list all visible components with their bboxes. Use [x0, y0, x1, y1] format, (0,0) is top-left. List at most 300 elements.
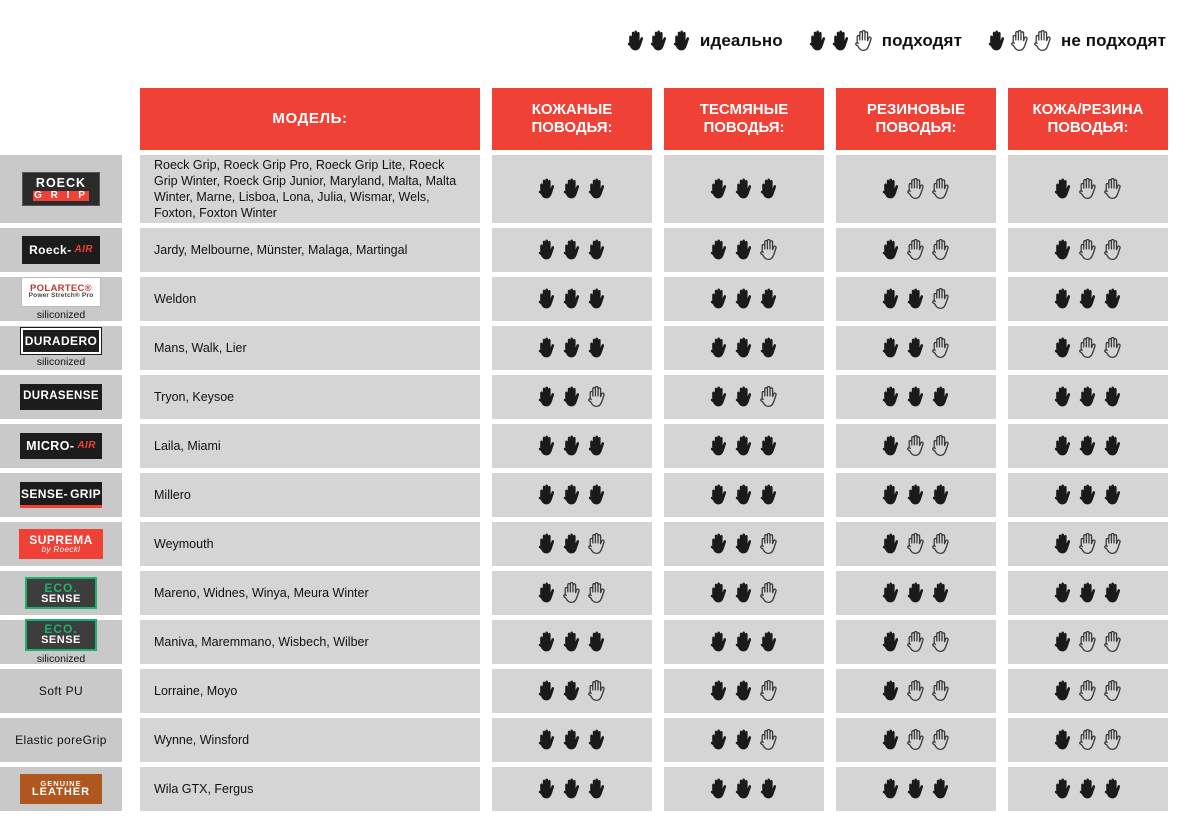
hand-filled-icon — [1079, 582, 1098, 604]
hand-filled-icon — [538, 533, 557, 555]
hand-filled-icon — [760, 435, 779, 457]
hand-outline-icon — [932, 631, 951, 653]
hand-filled-icon — [563, 533, 582, 555]
hand-outline-icon — [760, 239, 779, 261]
hand-outline-icon — [588, 582, 607, 604]
legend-item-ideal — [627, 30, 783, 52]
brand-cell — [0, 718, 122, 762]
hand-filled-icon — [1079, 288, 1098, 310]
hand-filled-icon — [563, 484, 582, 506]
hand-filled-icon — [760, 631, 779, 653]
hand-filled-icon — [1079, 484, 1098, 506]
hand-outline-icon — [1079, 680, 1098, 702]
hand-filled-icon — [1104, 582, 1123, 604]
rating-cell-rubber — [836, 767, 996, 811]
hand-outline-icon — [1079, 337, 1098, 359]
rating-cell-leather-rubber — [1008, 326, 1168, 370]
hand-filled-icon — [932, 386, 951, 408]
hand-filled-icon — [1054, 533, 1073, 555]
rating-cell-rubber — [836, 522, 996, 566]
hand-filled-icon — [882, 288, 901, 310]
rating-cell-webbing — [664, 375, 824, 419]
model-cell: Wila GTX, Fergus — [140, 767, 480, 811]
hand-filled-icon — [882, 631, 901, 653]
brand-cell-inner — [0, 384, 122, 410]
hand-outline-icon — [855, 30, 874, 52]
brand-logo-genuine-leather — [20, 774, 102, 804]
hand-filled-icon — [627, 30, 646, 52]
hand-filled-icon — [832, 30, 851, 52]
hand-filled-icon — [882, 178, 901, 200]
hand-filled-icon — [538, 337, 557, 359]
brand-cell-inner — [0, 529, 122, 559]
hand-outline-icon — [1104, 533, 1123, 555]
rating-cell-webbing — [664, 767, 824, 811]
hand-filled-icon — [760, 178, 779, 200]
legend-label-suitable: подходят — [881, 31, 962, 50]
header-brand-spacer — [0, 88, 122, 150]
hand-filled-icon — [932, 778, 951, 800]
rating-cell-rubber — [836, 473, 996, 517]
hand-outline-icon — [563, 582, 582, 604]
rating-cell-rubber — [836, 228, 996, 272]
hand-outline-icon — [932, 680, 951, 702]
rating-cell-leather — [492, 473, 652, 517]
hand-filled-icon — [710, 582, 729, 604]
hand-filled-icon — [563, 386, 582, 408]
model-cell: Mareno, Widnes, Winya, Meura Winter — [140, 571, 480, 615]
hand-filled-icon — [882, 778, 901, 800]
hand-filled-icon — [710, 178, 729, 200]
model-cell: Laila, Miami — [140, 424, 480, 468]
table-row — [0, 473, 1200, 517]
hand-outline-icon — [1104, 337, 1123, 359]
legend-label-ideal: идеально — [699, 31, 783, 50]
brand-logo-line1: DURASENSE — [23, 390, 99, 403]
hand-filled-icon — [710, 778, 729, 800]
hand-outline-icon — [1104, 680, 1123, 702]
hand-filled-icon — [760, 778, 779, 800]
rating-cell-rubber — [836, 155, 996, 223]
hand-filled-icon — [932, 484, 951, 506]
rating-cell-rubber — [836, 571, 996, 615]
brand-logo-plain — [35, 684, 87, 699]
hand-filled-icon — [588, 288, 607, 310]
hand-filled-icon — [735, 631, 754, 653]
rating-cell-webbing — [664, 155, 824, 223]
brand-logo-line1: POLARTEC® — [30, 282, 92, 294]
table-row — [0, 620, 1200, 664]
hand-filled-icon — [538, 582, 557, 604]
rating-cell-leather-rubber — [1008, 424, 1168, 468]
hand-filled-icon — [1104, 484, 1123, 506]
hand-filled-icon — [1104, 778, 1123, 800]
hand-outline-icon — [1104, 729, 1123, 751]
brand-cell-inner — [0, 433, 122, 459]
brand-logo-line1: Elastic pore — [15, 732, 83, 747]
hand-outline-icon — [907, 729, 926, 751]
rating-cell-webbing — [664, 571, 824, 615]
brand-cell-inner — [0, 619, 122, 666]
hand-outline-icon — [1079, 178, 1098, 200]
brand-cell — [0, 473, 122, 517]
hand-outline-icon — [907, 533, 926, 555]
hand-outline-icon — [588, 533, 607, 555]
legend-item-not-suitable — [988, 30, 1166, 52]
rating-cell-rubber — [836, 620, 996, 664]
rating-cell-webbing — [664, 228, 824, 272]
table-row — [0, 669, 1200, 713]
rating-cell-webbing — [664, 522, 824, 566]
hand-outline-icon — [1011, 30, 1030, 52]
hand-filled-icon — [760, 288, 779, 310]
brand-logo-micro-air — [20, 433, 102, 459]
hand-filled-icon — [563, 729, 582, 751]
hand-filled-icon — [563, 778, 582, 800]
hand-filled-icon — [710, 288, 729, 310]
model-cell: Lorraine, Moyo — [140, 669, 480, 713]
brand-logo-line1: MICRO- — [26, 438, 75, 453]
hand-filled-icon — [563, 680, 582, 702]
hand-filled-icon — [1054, 484, 1073, 506]
hand-filled-icon — [735, 435, 754, 457]
hand-filled-icon — [735, 533, 754, 555]
brand-cell-inner — [0, 482, 122, 508]
hand-outline-icon — [760, 386, 779, 408]
hand-filled-icon — [710, 337, 729, 359]
brand-cell — [0, 620, 122, 664]
hand-filled-icon — [735, 484, 754, 506]
legend-item-suitable — [809, 30, 962, 52]
rating-cell-leather-rubber — [1008, 473, 1168, 517]
brand-caption: siliconized — [36, 652, 86, 665]
brand-logo-line1: ROECK — [35, 176, 87, 191]
hand-filled-icon — [735, 288, 754, 310]
rating-cell-webbing — [664, 620, 824, 664]
rating-cell-leather-rubber — [1008, 571, 1168, 615]
hand-filled-icon — [710, 484, 729, 506]
hand-filled-icon — [563, 337, 582, 359]
hand-filled-icon — [1079, 778, 1098, 800]
table-row — [0, 326, 1200, 370]
hand-filled-icon — [735, 680, 754, 702]
rating-cell-leather-rubber — [1008, 228, 1168, 272]
brand-logo-line2: AIR — [74, 244, 93, 255]
hand-filled-icon — [907, 778, 926, 800]
brand-logo-sense-grip — [20, 482, 102, 508]
hand-filled-icon — [1054, 337, 1073, 359]
brand-logo-line2: Grip — [82, 732, 107, 747]
hand-outline-icon — [760, 680, 779, 702]
compatibility-table — [0, 88, 1200, 816]
hand-filled-icon — [1054, 582, 1073, 604]
brand-cell — [0, 571, 122, 615]
rating-cell-leather-rubber — [1008, 718, 1168, 762]
hand-filled-icon — [735, 337, 754, 359]
hand-filled-icon — [1054, 386, 1073, 408]
brand-logo-line1: Soft PU — [38, 683, 84, 698]
rating-cell-leather-rubber — [1008, 669, 1168, 713]
model-cell: Wynne, Winsford — [140, 718, 480, 762]
hand-outline-icon — [932, 533, 951, 555]
hand-filled-icon — [538, 435, 557, 457]
hand-outline-icon — [907, 680, 926, 702]
hand-filled-icon — [538, 386, 557, 408]
rating-cell-leather — [492, 424, 652, 468]
legend-hands-not-suitable — [988, 30, 1053, 52]
brand-logo-line2: by Roeckl — [41, 545, 81, 554]
header-col-webbing-line1: ТЕСМЯНЫЕ — [699, 101, 789, 118]
brand-logo-line2: G R I P — [34, 189, 88, 201]
rating-cell-leather — [492, 767, 652, 811]
hand-filled-icon — [563, 435, 582, 457]
hand-filled-icon — [538, 239, 557, 261]
hand-filled-icon — [588, 729, 607, 751]
header-col-webbing-line2: ПОВОДЬЯ: — [703, 119, 785, 136]
rating-cell-leather — [492, 669, 652, 713]
table-row — [0, 718, 1200, 762]
hand-filled-icon — [882, 533, 901, 555]
brand-logo-line1: ECO. — [44, 580, 78, 595]
brand-cell — [0, 424, 122, 468]
brand-cell-inner — [0, 236, 122, 264]
hand-filled-icon — [538, 631, 557, 653]
hand-filled-icon — [588, 778, 607, 800]
table-body — [0, 155, 1200, 811]
hand-filled-icon — [1054, 288, 1073, 310]
hand-filled-icon — [882, 435, 901, 457]
brand-cell-inner — [0, 577, 122, 609]
model-cell: Jardy, Melbourne, Münster, Malaga, Martingal — [140, 228, 480, 272]
hand-filled-icon — [1054, 239, 1073, 261]
brand-logo-line2: LEATHER — [31, 786, 91, 799]
hand-filled-icon — [588, 631, 607, 653]
brand-caption: siliconized — [36, 308, 86, 321]
hand-filled-icon — [882, 582, 901, 604]
hand-filled-icon — [673, 30, 692, 52]
hand-filled-icon — [1054, 729, 1073, 751]
rating-cell-leather — [492, 571, 652, 615]
hand-filled-icon — [907, 288, 926, 310]
rating-cell-leather — [492, 277, 652, 321]
rating-cell-leather — [492, 718, 652, 762]
rating-cell-leather — [492, 375, 652, 419]
hand-filled-icon — [710, 435, 729, 457]
table-row — [0, 277, 1200, 321]
hand-filled-icon — [563, 239, 582, 261]
hand-filled-icon — [710, 631, 729, 653]
model-cell: Weldon — [140, 277, 480, 321]
brand-logo-line2: SENSE — [41, 634, 81, 647]
header-col-leather — [492, 88, 652, 150]
rating-cell-rubber — [836, 326, 996, 370]
hand-filled-icon — [710, 239, 729, 261]
hand-outline-icon — [1104, 178, 1123, 200]
header-col-webbing — [664, 88, 824, 150]
hand-outline-icon — [932, 729, 951, 751]
hand-filled-icon — [563, 631, 582, 653]
hand-filled-icon — [882, 680, 901, 702]
hand-filled-icon — [1104, 435, 1123, 457]
hand-filled-icon — [907, 337, 926, 359]
brand-logo-line2: SENSE — [41, 592, 81, 605]
brand-logo-durasense — [20, 384, 102, 410]
header-col-leather-rubber — [1008, 88, 1168, 150]
hand-filled-icon — [735, 729, 754, 751]
hand-outline-icon — [1079, 239, 1098, 261]
model-cell: Roeck Grip, Roeck Grip Pro, Roeck Grip Lite, Roeck Grip Winter, Roeck Grip Junior, Maryland, Malta, Malta Winter, Marne, Lisboa, Lona, Julia, Wismar, Wels, Foxton, Foxton Winter — [140, 155, 480, 223]
rating-cell-rubber — [836, 669, 996, 713]
brand-cell — [0, 277, 122, 321]
rating-cell-leather-rubber — [1008, 620, 1168, 664]
header-col-leather-rubber-line2: ПОВОДЬЯ: — [1047, 119, 1129, 136]
hand-filled-icon — [538, 484, 557, 506]
brand-cell-inner — [0, 277, 122, 322]
hand-filled-icon — [1054, 778, 1073, 800]
hand-outline-icon — [1079, 533, 1098, 555]
hand-filled-icon — [588, 337, 607, 359]
hand-outline-icon — [932, 288, 951, 310]
hand-outline-icon — [1104, 631, 1123, 653]
hand-outline-icon — [1079, 729, 1098, 751]
hand-filled-icon — [882, 239, 901, 261]
hand-outline-icon — [907, 631, 926, 653]
hand-filled-icon — [882, 484, 901, 506]
hand-filled-icon — [735, 178, 754, 200]
rating-cell-rubber — [836, 375, 996, 419]
model-cell: Tryon, Keysoe — [140, 375, 480, 419]
brand-logo-roeck-grip — [22, 172, 100, 206]
hand-filled-icon — [563, 178, 582, 200]
table-row — [0, 767, 1200, 811]
brand-logo-polartec — [21, 277, 101, 307]
model-cell: Millero — [140, 473, 480, 517]
rating-cell-webbing — [664, 277, 824, 321]
legend — [627, 30, 1166, 52]
hand-filled-icon — [907, 582, 926, 604]
hand-filled-icon — [1054, 631, 1073, 653]
hand-filled-icon — [1054, 435, 1073, 457]
brand-cell — [0, 228, 122, 272]
hand-filled-icon — [710, 386, 729, 408]
hand-filled-icon — [538, 680, 557, 702]
hand-outline-icon — [907, 178, 926, 200]
hand-filled-icon — [760, 484, 779, 506]
table-row — [0, 571, 1200, 615]
brand-cell — [0, 522, 122, 566]
table-row — [0, 228, 1200, 272]
brand-cell-inner — [0, 684, 122, 699]
hand-filled-icon — [907, 484, 926, 506]
header-col-rubber — [836, 88, 996, 150]
rating-cell-leather-rubber — [1008, 767, 1168, 811]
rating-cell-leather — [492, 155, 652, 223]
hand-filled-icon — [735, 582, 754, 604]
brand-logo-eco-sense — [25, 619, 97, 651]
model-cell: Mans, Walk, Lier — [140, 326, 480, 370]
brand-logo-line1: SENSE- — [20, 486, 69, 501]
hand-filled-icon — [1104, 386, 1123, 408]
hand-filled-icon — [588, 178, 607, 200]
brand-logo-roeck-air — [22, 236, 100, 264]
legend-hands-ideal — [627, 30, 692, 52]
hand-filled-icon — [588, 484, 607, 506]
hand-filled-icon — [1079, 386, 1098, 408]
rating-cell-webbing — [664, 669, 824, 713]
hand-outline-icon — [760, 729, 779, 751]
hand-filled-icon — [588, 239, 607, 261]
hand-filled-icon — [988, 30, 1007, 52]
rating-cell-leather — [492, 620, 652, 664]
hand-filled-icon — [809, 30, 828, 52]
hand-outline-icon — [760, 533, 779, 555]
legend-hands-suitable — [809, 30, 874, 52]
hand-outline-icon — [932, 239, 951, 261]
header-col-rubber-line1: РЕЗИНОВЫЕ — [866, 101, 966, 118]
header-col-rubber-line2: ПОВОДЬЯ: — [875, 119, 957, 136]
hand-filled-icon — [710, 729, 729, 751]
hand-filled-icon — [538, 778, 557, 800]
table-row — [0, 522, 1200, 566]
hand-outline-icon — [932, 178, 951, 200]
legend-label-not-suitable: не подходят — [1061, 31, 1166, 50]
rating-cell-leather — [492, 522, 652, 566]
brand-cell — [0, 767, 122, 811]
header-col-leather-rubber-line1: КОЖА/РЕЗИНА — [1032, 101, 1144, 118]
rating-cell-leather-rubber — [1008, 277, 1168, 321]
hand-filled-icon — [735, 239, 754, 261]
brand-cell-inner — [0, 733, 122, 748]
table-row — [0, 424, 1200, 468]
brand-cell — [0, 669, 122, 713]
brand-logo-line2: GRIP — [70, 486, 102, 501]
brand-logo-line1: Roeck- — [29, 243, 72, 257]
rating-cell-webbing — [664, 326, 824, 370]
brand-logo-line2: Power Stretch® Pro — [28, 292, 94, 300]
hand-filled-icon — [907, 386, 926, 408]
brand-cell-inner — [0, 774, 122, 804]
hand-outline-icon — [1034, 30, 1053, 52]
brand-cell — [0, 155, 122, 223]
hand-filled-icon — [932, 582, 951, 604]
rating-cell-rubber — [836, 277, 996, 321]
rating-cell-leather — [492, 326, 652, 370]
hand-filled-icon — [882, 729, 901, 751]
rating-cell-webbing — [664, 473, 824, 517]
hand-filled-icon — [710, 680, 729, 702]
rating-cell-leather — [492, 228, 652, 272]
brand-logo-line1: SUPREMA — [29, 533, 93, 547]
rating-cell-webbing — [664, 424, 824, 468]
table-header-row — [0, 88, 1200, 150]
hand-filled-icon — [650, 30, 669, 52]
hand-outline-icon — [588, 680, 607, 702]
hand-filled-icon — [710, 533, 729, 555]
hand-outline-icon — [932, 337, 951, 359]
table-row — [0, 155, 1200, 223]
brand-cell-inner — [0, 328, 122, 369]
header-col-leather-line1: КОЖАНЫЕ — [531, 101, 613, 118]
hand-filled-icon — [1054, 680, 1073, 702]
brand-cell — [0, 375, 122, 419]
rating-cell-leather-rubber — [1008, 375, 1168, 419]
brand-logo-duradero — [21, 328, 101, 354]
brand-cell-inner — [0, 172, 122, 206]
hand-outline-icon — [932, 435, 951, 457]
brand-cell — [0, 326, 122, 370]
hand-filled-icon — [760, 337, 779, 359]
rating-cell-webbing — [664, 718, 824, 762]
